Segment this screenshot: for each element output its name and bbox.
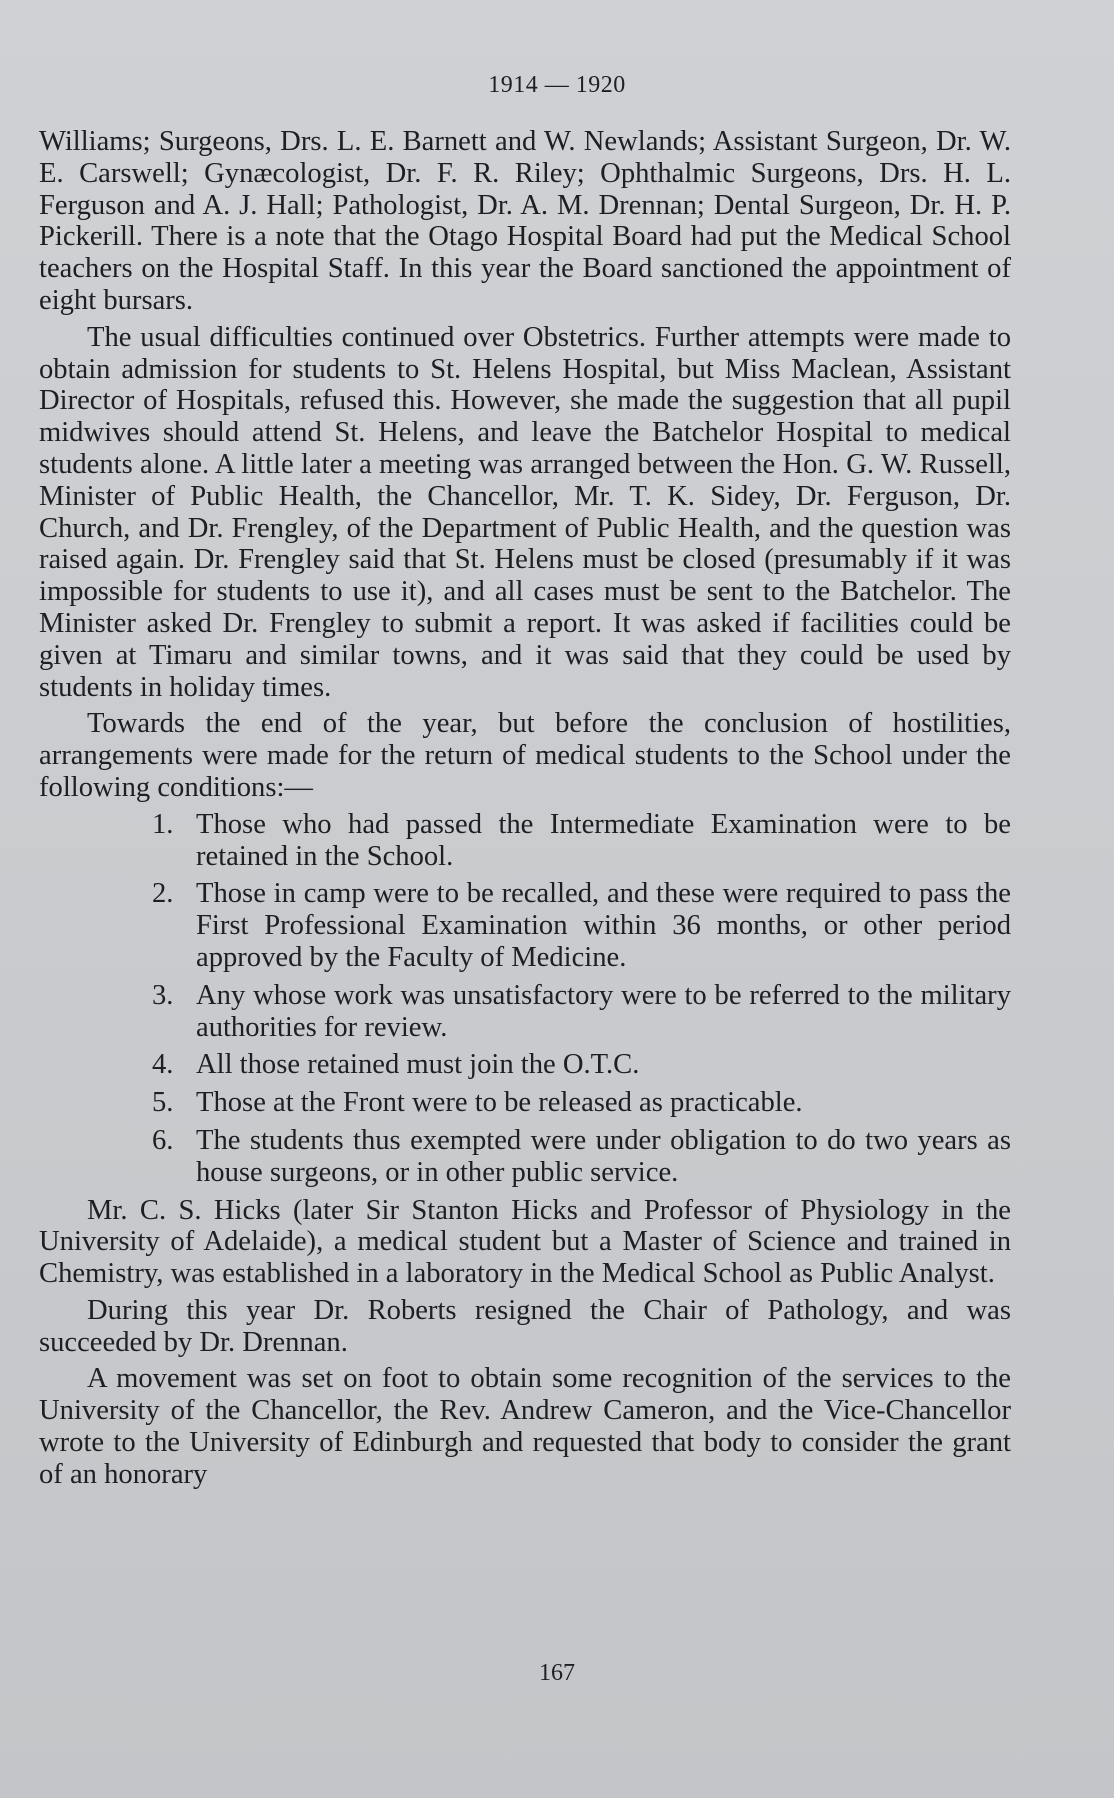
paragraph-staff-list: Williams; Surgeons, Drs. L. E. Barnett and W. Newlands; Assistant Surgeon, Dr. W. E. Carswell; Gynæcologist, Dr. F. R. Riley; Ophthalmic Surgeons, Drs. H. L. Ferguson and A. J. Hall; Pathologist, Dr. A. M. Drennan; Dental Surgeon, Dr. H. P. Pickerill. There is a note that the Otago Hospital Board had put the Medical School teachers on the Hospital Staff. In this year the Board sanctioned the appointment of eight bursars.: [39, 126, 1011, 316]
condition-text: Those in camp were to be recalled, and these were required to pass the First Professional Examination within 36 months, or other period approved by the Faculty of Medicine.: [196, 878, 1011, 973]
condition-item: 5. Those at the Front were to be released as practicable.: [152, 1087, 803, 1119]
body-text: [39, 126, 1011, 1496]
paragraph-return-arrangements: Towards the end of the year, but before the conclusion of hostilities, arrangements were made for the return of medical students to the School under the following conditions:—: [39, 708, 1011, 803]
condition-item: 2. Those in camp were to be recalled, and these were required to pass the First Professional Examination within 36 months, or other period approved by the Faculty of Medicine.: [152, 878, 1011, 973]
conditions-list: [39, 809, 1011, 1189]
condition-item: 3. Any whose work was unsatisfactory were to be referred to the military authorities for review.: [152, 979, 1011, 1043]
condition-item: 6. The students thus exempted were under obligation to do two years as house surgeons, or in other public service.: [152, 1124, 1011, 1188]
paragraph-honorary-degree: A movement was set on foot to obtain some recognition of the services to the University of the Chancellor, the Rev. Andrew Cameron, and the Vice-Chancellor wrote to the University of Edinburgh and requested that body to consider the grant of an honorary: [39, 1363, 1011, 1490]
paragraph-public-analyst: Mr. C. S. Hicks (later Sir Stanton Hicks and Professor of Physiology in the University of Adelaide), a medical student but a Master of Science and trained in Chemistry, was established in a laboratory in the Medical School as Public Analyst.: [39, 1194, 1011, 1290]
condition-text: The students thus exempted were under obligation to do two years as house surgeons, or in other public service.: [196, 1124, 1011, 1188]
condition-item: 1. Those who had passed the Intermediate Examination were to be retained in the School.: [152, 808, 1011, 872]
condition-text: All those retained must join the O.T.C.: [196, 1049, 640, 1081]
paragraph-obstetrics: The usual difficulties continued over Obstetrics. Further attempts were made to obtain admission for students to St. Helens Hospital, but Miss Maclean, Assistant Director of Hospitals, refused this. However, she made the suggestion that all pupil midwives should attend St. Helens, and leave the Batchelor Hospital to medical students alone. A little later a meeting was arranged between the Hon. G. W. Russell, Minister of Public Health, the Chancellor, Mr. T. K. Sidey, Dr. Ferguson, Dr. Church, and Dr. Frengley, of the Department of Public Health, and the question was raised again. Dr. Frengley said that St. Helens must be closed (presumably if it was impossible for students to use it), and all cases must be sent to the Batchelor. The Minister asked Dr. Frengley to submit a report. It was asked if facilities could be given at Timaru and similar towns, and it was said that they could be used by students in holiday times.: [39, 321, 1011, 703]
condition-text: Any whose work was unsatisfactory were to be referred to the military authorities for review.: [196, 979, 1011, 1043]
condition-text: Those who had passed the Intermediate Examination were to be retained in the School.: [196, 808, 1011, 872]
running-header: 1914 — 1920: [488, 72, 626, 98]
condition-text: Those at the Front were to be released as practicable.: [196, 1087, 803, 1119]
paragraph-pathology-chair: During this year Dr. Roberts resigned the Chair of Pathology, and was succeeded by Dr. Drennan.: [39, 1294, 1011, 1358]
condition-item: 4. All those retained must join the O.T.C.: [152, 1049, 640, 1081]
page-number: 167: [539, 1660, 575, 1686]
